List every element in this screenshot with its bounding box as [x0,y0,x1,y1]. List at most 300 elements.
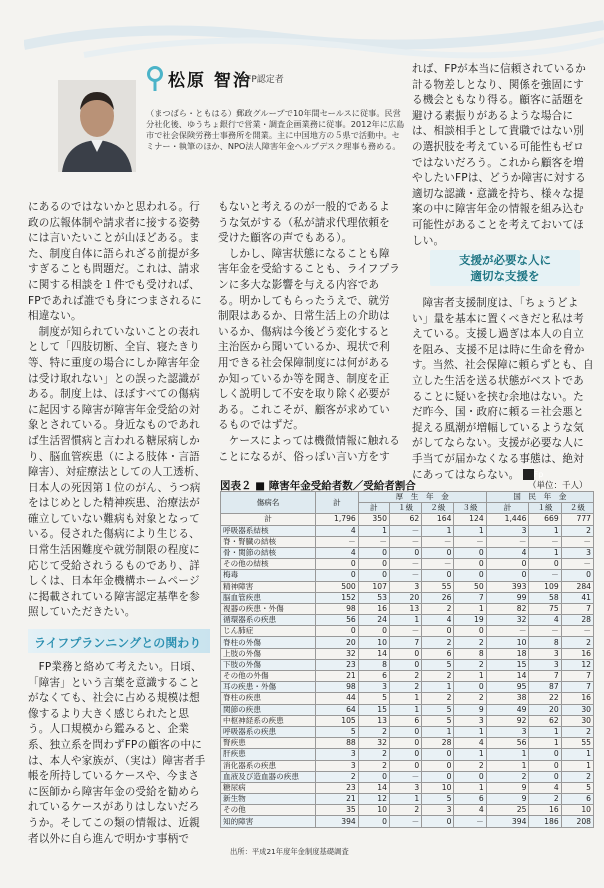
table-cell: 32 [358,738,389,749]
table-cell: 1 [389,794,421,805]
table-row [221,559,594,570]
table-cell: 0 [316,559,359,570]
location-pin-icon [146,66,164,92]
table-cell: － [358,536,389,547]
table-cell: 1 [422,525,454,536]
table-row [221,738,594,749]
row-label-cell: 上肢の外傷 [221,648,316,659]
table-cell: 1 [529,525,561,536]
table-cell: 109 [529,581,561,592]
table-cell: 49 [486,704,529,715]
row-label-cell: 新生物 [221,794,316,805]
subheading-line-2: 適切な支援を [470,269,540,283]
header-kousei-total: 計 [358,503,389,514]
end-mark-icon: Fp [523,469,534,480]
table-cell: － [529,626,561,637]
row-label-cell: 精神障害 [221,581,316,592]
table-cell: 186 [529,816,561,827]
table-cell: 6 [358,671,389,682]
table-cell: 99 [486,592,529,603]
table-cell: 2 [389,682,421,693]
table-cell: 4 [454,738,486,749]
table-cell: 0 [358,771,389,782]
table-cell: 2 [486,771,529,782]
table-cell: 0 [422,816,454,827]
table-cell: 1 [454,603,486,614]
table-cell: 22 [529,693,561,704]
table-cell: 0 [316,626,359,637]
article-column-3-continued [412,296,594,483]
table-cell: 9 [486,794,529,805]
table-cell: 41 [561,592,593,603]
table-cell: 0 [389,738,421,749]
table-cell: 1 [389,615,421,626]
row-label-cell: 呼吸器系の疾患 [221,726,316,737]
table-row [221,671,594,682]
table-cell: 2 [422,637,454,648]
table-cell: 32 [486,615,529,626]
table-cell: 87 [529,682,561,693]
table-row [221,626,594,637]
table-cell: 0 [529,771,561,782]
table-cell: 2 [561,525,593,536]
paragraph: しかし、障害状態になることも障害年金を受給することも、ライフプランに多大な影響を与える内容である。明かしてもらったうえで、就労制限はあるか、日常生活上の介助はいるか、傷病は今後どう変化すると主治医から聞いているか、現状で利用できる社会保障制度には何があるか知っているか等を聞き、制度を正しく説明して不安を取り除く必要がある。これこそが、顧客が求めているものではずだ。 [218,247,401,432]
header-kokumin-grade2: ２級 [561,503,593,514]
table-cell: 2 [422,671,454,682]
table-cell: 6 [422,648,454,659]
row-label-cell: 関節の疾患 [221,704,316,715]
table-cell: 1 [529,738,561,749]
row-label-cell: 血液及び造血器の疾患 [221,771,316,782]
table-cell: 1 [561,760,593,771]
row-label-cell: その他の外傷 [221,671,316,682]
table-cell: 2 [561,637,593,648]
table-cell: 1 [454,726,486,737]
table-cell: 2 [316,771,359,782]
table-cell: 4 [422,615,454,626]
table-cell: － [486,536,529,547]
table-cell: 3 [561,547,593,558]
subheading-line-1: 支援が必要な人に [459,253,551,267]
table-row [221,536,594,547]
table-cell: 25 [486,805,529,816]
table-cell: 0 [529,749,561,760]
table-cell: － [422,536,454,547]
table-cell: 3 [316,749,359,760]
table-row [221,581,594,592]
table-cell: 2 [389,671,421,682]
header-kokumin: 国 民 年 金 [486,492,593,503]
table-cell: 6 [561,794,593,805]
table-cell: 152 [316,592,359,603]
table-cell: 1 [529,547,561,558]
table-cell: 10 [561,805,593,816]
table-cell: 26 [422,592,454,603]
table-cell: 5 [316,726,359,737]
table-cell: 284 [561,581,593,592]
portrait-image-icon [58,80,136,172]
table-row [221,771,594,782]
table-row [221,816,594,827]
table-row [221,603,594,614]
table-cell: 12 [561,659,593,670]
table-cell: 3 [389,782,421,793]
table-cell: 5 [422,715,454,726]
table-cell: 14 [358,782,389,793]
paragraph: FP業務と絡めて考えたい。日頃、「障害」という言葉を意識することがなくても、社会に占める規模は想像するより大きく感じられたと思う。人口規模から鑑みると、企業系、独立系を問わずFPの顧客の中には、本人や家族が、（実は）障害者手帳を所持しているケースや、今まさに医師から障害年金の受給を勧められているケースがありはしないだろうか。そしてこの類の情報は、近親者以外に自ら進んで明かす事柄で [28,661,206,845]
table-cell: 0 [486,570,529,581]
table-cell: 18 [486,648,529,659]
figure-title: 図表２ ■ 障害年金受給者数／受給者割合 [220,480,416,492]
table-row [221,659,594,670]
table-cell: 2 [422,603,454,614]
row-label-cell: 消化器系の疾患 [221,760,316,771]
table-cell: － [422,559,454,570]
table-cell: － [529,536,561,547]
table-cell: 1 [454,749,486,760]
table-cell: 0 [389,749,421,760]
table-cell: 50 [454,581,486,592]
table-row [221,726,594,737]
row-label-cell: 呼吸器系結核 [221,525,316,536]
table-cell: 1 [486,760,529,771]
paragraph: 制度が知られていないことの表れとして「四肢切断、全盲、寝たきり等、特に重度の場合にしか障害年金は受け取れない」との誤った認識がある。制度上は、ほぼすべての傷病に起因する障害が障害年金受給の対象とされている。身近なものであれば生活習慣病と言われる糖尿病しかり、脳血管疾患（による肢体・言語障害）、対症療法としての人工透析、日本人の死因第１位のがん、うつ病をはじめとした精神疾患、治療法が確立していない難病も対象となっている。侵された傷病により生じる、日常生活困難度や就労制限の程度に応じて受給されうるものであり、詳しくは、日本年金機構ホームページに掲載されている障害認定基準を参照していただきたい。 [28,325,206,619]
table-cell: 2 [561,726,593,737]
table-cell: 2 [358,760,389,771]
section-heading: ライフプランニングとの関わり [34,636,202,650]
table-cell: 16 [529,805,561,816]
table-cell: － [561,626,593,637]
row-label-cell: 脳血管疾患 [221,592,316,603]
table-cell: － [561,559,593,570]
table-cell: － [529,570,561,581]
decorative-wave-graphic [24,0,604,60]
table-cell: 98 [316,603,359,614]
table-cell: 7 [561,671,593,682]
table-cell: 2 [529,794,561,805]
table-cell: 21 [316,794,359,805]
table-row [221,525,594,536]
table-cell: － [316,536,359,547]
table-cell: 8 [358,659,389,670]
table-cell: 777 [561,514,593,525]
table-row [221,592,594,603]
table-cell: 23 [316,782,359,793]
table-cell: 3 [422,805,454,816]
table-cell: 62 [529,715,561,726]
table-cell: 9 [486,782,529,793]
table-cell: 5 [422,794,454,805]
table-cell: 1 [358,525,389,536]
table-cell: 5 [422,704,454,715]
article-column-3 [412,62,594,249]
table-cell: 16 [561,648,593,659]
table-cell: 0 [389,547,421,558]
row-label-cell: その他 [221,805,316,816]
figure-unit: （単位：千人） [528,481,588,491]
table-cell: 56 [486,738,529,749]
table-cell: 20 [389,592,421,603]
table-cell: 3 [389,581,421,592]
table-cell: 0 [316,570,359,581]
table-cell: 0 [486,559,529,570]
table-cell: 21 [316,671,359,682]
table-body [221,514,594,827]
table-row [221,547,594,558]
table-cell: 4 [529,615,561,626]
article-column-1 [28,200,208,621]
header-kousei-grade2: ２級 [422,503,454,514]
table-cell: 0 [454,771,486,782]
article-column-2 [218,200,400,465]
table-cell: 1 [486,749,529,760]
table-cell: 4 [529,782,561,793]
table-cell: 13 [358,715,389,726]
table-cell: 2 [454,637,486,648]
table-cell: 164 [422,514,454,525]
table-row [221,637,594,648]
author-certification: AFP認定者 [240,75,284,85]
row-label-cell: 下肢の外傷 [221,659,316,670]
paragraph: もないと考えるのが一般的であるような気がする（私が請求代理依頼を受けた顧客の声でもある）。 [218,201,390,245]
table-cell: 38 [486,693,529,704]
table-cell: 24 [358,615,389,626]
table-cell: 105 [316,715,359,726]
table-cell: 2 [358,726,389,737]
table-cell: 3 [454,715,486,726]
table-cell: － [561,536,593,547]
table-cell: 19 [454,615,486,626]
table-cell: － [454,536,486,547]
row-label-cell: 梅毒 [221,570,316,581]
row-label-cell: 視器の疾患・外傷 [221,603,316,614]
table-row [221,704,594,715]
table-cell: 10 [358,637,389,648]
table-cell: 20 [529,704,561,715]
subheading [430,252,580,284]
row-label-cell: その他の結核 [221,559,316,570]
paragraph: にあるのではないかと思われる。行政の広報体制や請求者に接する姿勢には言いたいことが山ほどある。また、制度自体に語られざる前提が多すぎることも問題だ。これは、請求に関する相談を１件でも受ければ、FPであれば誰でも身につまされるに相違ない。 [28,201,202,323]
table-cell: 28 [561,615,593,626]
table-cell: 14 [358,648,389,659]
row-label-cell: 知的障害 [221,816,316,827]
table-cell: 30 [561,704,593,715]
table-cell: 1 [389,704,421,715]
table-cell: 6 [454,794,486,805]
row-label-cell: 腎疾患 [221,738,316,749]
table-cell: 2 [389,805,421,816]
table-cell: 394 [316,816,359,827]
table-cell: 0 [422,547,454,558]
table-cell: 3 [529,659,561,670]
table-cell: 1 [389,693,421,704]
table-cell: 10 [486,637,529,648]
table-cell: 98 [316,682,359,693]
table-cell: 669 [529,514,561,525]
table-cell: 3 [486,525,529,536]
table-cell: 3 [486,726,529,737]
table-cell: 393 [486,581,529,592]
table-cell: 88 [316,738,359,749]
disability-pension-table [220,491,594,828]
table-cell: 4 [316,525,359,536]
table-cell: 0 [454,570,486,581]
table-cell: 0 [529,559,561,570]
table-row [221,805,594,816]
table-cell: 0 [358,626,389,637]
row-label-cell: 耳の疾患・外傷 [221,682,316,693]
table-row [221,715,594,726]
table-cell: 7 [454,592,486,603]
header-disease: 傷病名 [221,492,316,514]
table-cell: 2 [454,760,486,771]
table-cell: 1 [454,782,486,793]
table-cell: 1,796 [316,514,359,525]
table-cell: 0 [358,559,389,570]
table-cell: 9 [454,704,486,715]
table-cell: 350 [358,514,389,525]
table-cell: 0 [389,760,421,771]
table-cell: 7 [561,603,593,614]
table-cell: 4 [454,805,486,816]
table-cell: 5 [422,659,454,670]
table-cell: － [389,570,421,581]
table-cell: 0 [454,559,486,570]
table-cell: 16 [561,693,593,704]
table-cell: 0 [422,626,454,637]
row-label-cell: 肝疾患 [221,749,316,760]
table-cell: － [389,559,421,570]
table-cell: 1 [422,726,454,737]
article-column-1-continued [28,660,208,847]
table-cell: 2 [422,693,454,704]
table-cell: － [389,536,421,547]
table-cell: 55 [561,738,593,749]
table-cell: 30 [561,715,593,726]
table-cell: 55 [422,581,454,592]
paragraph: れば、FPが本当に信頼されているか計る物差しとなり、関係を強固にする機会ともなり得る。顧客に話題を避ける素振りがあるような場合には、相談相手として貴職ではない別の選択肢を考えている可能性もゼロではないだろう。これから顧客を増やしたいFPは、どうか障害に対する適切な認識・意識を持ち、様々な提案の中に障害年金の情報を組み込む可能性があることを考えておいてほしい。 [412,63,586,247]
row-label-cell: 糖尿病 [221,782,316,793]
table-cell: 7 [389,637,421,648]
table-cell: 4 [316,547,359,558]
header-kousei-grade1: １級 [389,503,421,514]
row-label-cell: 中枢神経系の疾患 [221,715,316,726]
table-cell: 1 [529,726,561,737]
table-cell: 1 [422,682,454,693]
row-label-cell: 計 [221,514,316,525]
table-cell: 7 [529,671,561,682]
table-cell: 500 [316,581,359,592]
paragraph-text: 障害者支援制度は、「ちょうどよい」量を基本に置くべきだと私は考えている。支援し過ぎは本人の自立を阻み、支援不足は時に生命を脅かす。当然、社会保障に頼らずとも、自立した生活を送る状態がベストであることに疑いを挟む余地はない。ただ昨今、国・政府に頼る＝社会悪と捉える風潮が増幅しているような気がしてならない。支援が必要な人に手当てが届かなくなる事態は、絶対にあってはならない。 [412,297,594,481]
table-cell: 28 [422,738,454,749]
table-cell: － [389,525,421,536]
table-row [221,693,594,704]
table-cell: 8 [529,637,561,648]
table-cell: 10 [358,805,389,816]
author-name: 松原 智治 [168,71,252,91]
author-bio: （まつばら・ともはる）郵政グループで10年間セールスに従事。民営分社化後、ゆうちょ銀行で営業・調査企画業務に従事。2012年に広島市で社会保険労務士事務所を開業。主に中国地方の５県で活動中。セミナー・執筆のほか、NPO法人障害年金ヘルプデスク理事も務める。 [146,108,405,151]
table-cell: 32 [316,648,359,659]
table-row [221,514,594,525]
table-cell: 0 [529,760,561,771]
table-cell: 2 [561,771,593,782]
table-row [221,615,594,626]
author-photo [58,80,136,172]
table-cell: 0 [561,570,593,581]
table-cell: 35 [316,805,359,816]
table-cell: 7 [561,682,593,693]
table-cell: 0 [454,547,486,558]
table-row [221,749,594,760]
table-cell: 0 [422,771,454,782]
table-cell: 14 [486,671,529,682]
table-row [221,648,594,659]
table-cell: － [486,626,529,637]
row-label-cell: 脊柱の外傷 [221,637,316,648]
table-cell: 75 [529,603,561,614]
table-row [221,782,594,793]
table-cell: 5 [561,782,593,793]
table-cell: 23 [316,659,359,670]
header-kousei: 厚 生 年 金 [358,492,486,503]
row-label-cell: 脊・腎臓の結核 [221,536,316,547]
table-cell: 3 [529,648,561,659]
table-cell: 2 [454,659,486,670]
table-cell: 62 [389,514,421,525]
table-row [221,760,594,771]
header-kokumin-grade1: １級 [529,503,561,514]
table-row [221,794,594,805]
table-cell: 12 [358,794,389,805]
row-label-cell: 脊柱の疾患 [221,693,316,704]
table-cell: 3 [358,682,389,693]
table-cell: 95 [486,682,529,693]
table-cell: 20 [316,637,359,648]
row-label-cell: 循環器系の疾患 [221,615,316,626]
table-cell: 1,446 [486,514,529,525]
table-cell: 8 [454,648,486,659]
table-cell: 107 [358,581,389,592]
table-cell: 0 [389,659,421,670]
paragraph: ケースによっては機微情報に触れることになるが、俗っぽい言い方をす [218,434,400,463]
table-cell: 82 [486,603,529,614]
table-cell: 394 [486,816,529,827]
table-cell: 1 [454,525,486,536]
table-cell: 2 [358,749,389,760]
table-row [221,682,594,693]
table-cell: 92 [486,715,529,726]
table-cell: 5 [358,693,389,704]
table-cell: 124 [454,514,486,525]
table-cell: 0 [422,570,454,581]
table-cell: 15 [486,659,529,670]
table-cell: 56 [316,615,359,626]
table-cell: 2 [454,693,486,704]
table-cell: 0 [422,749,454,760]
table-cell: 0 [422,760,454,771]
table-cell: － [454,816,486,827]
table-cell: 15 [358,704,389,715]
table-cell: － [389,816,421,827]
table-cell: 10 [422,782,454,793]
table-cell: 0 [389,648,421,659]
table-cell: 0 [358,570,389,581]
paragraph [412,296,594,483]
table-row [221,570,594,581]
table-cell: 58 [529,592,561,603]
table-cell: － [389,771,421,782]
table-cell: 208 [561,816,593,827]
